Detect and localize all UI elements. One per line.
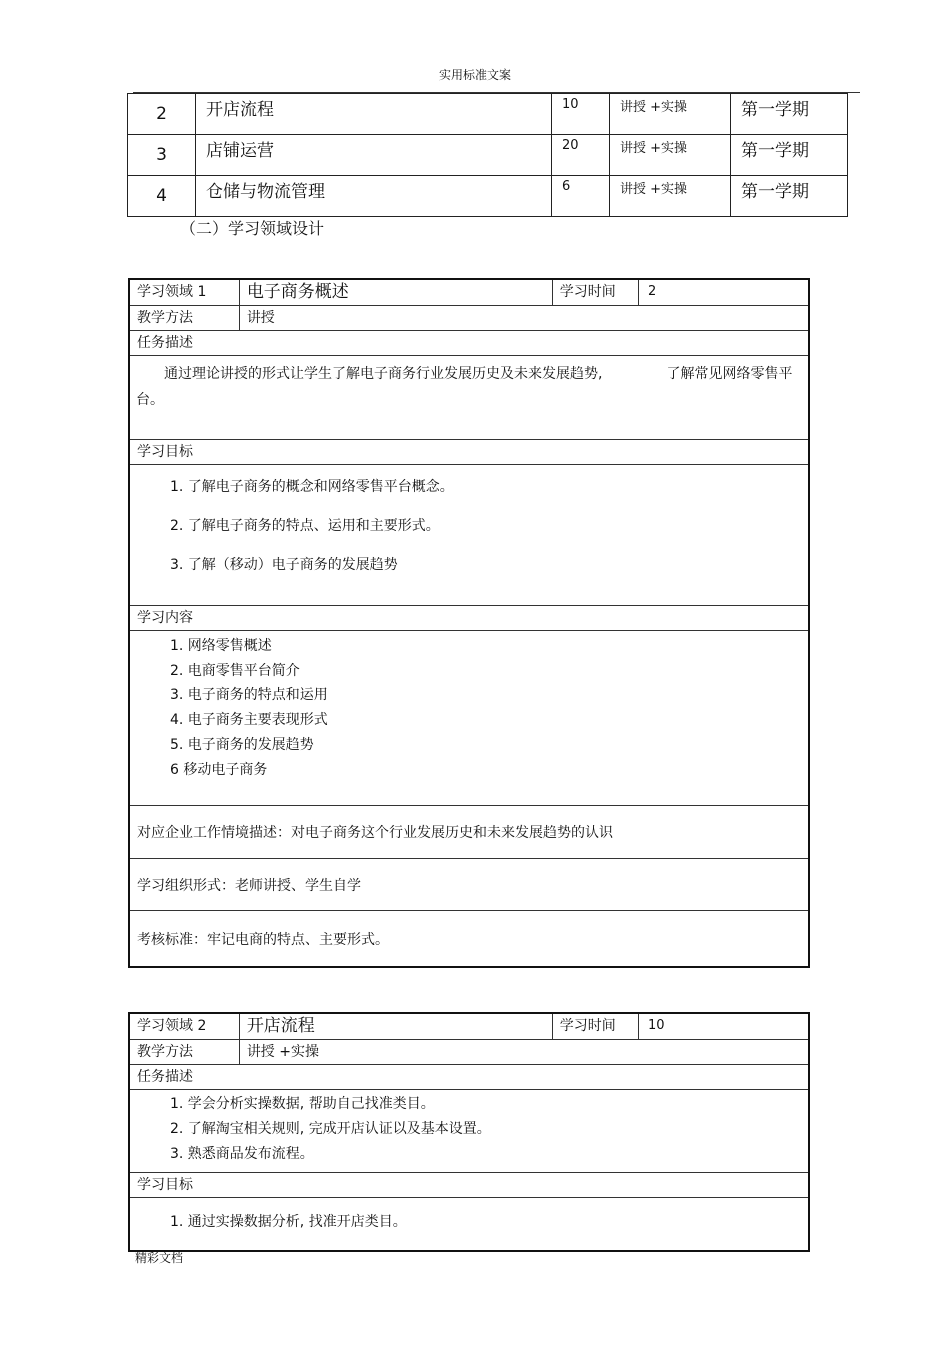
course-hours: 10 bbox=[552, 94, 610, 135]
list-item: 5. 电子商务的发展趋势 bbox=[170, 736, 314, 753]
content-list bbox=[129, 631, 809, 806]
course-hours: 20 bbox=[552, 135, 610, 176]
table-row bbox=[128, 135, 848, 176]
list-item: 6 移动电子商务 bbox=[170, 761, 268, 778]
table-row bbox=[128, 176, 848, 217]
table-row bbox=[128, 94, 848, 135]
task-description bbox=[129, 356, 809, 440]
area-name: 开店流程 bbox=[239, 1013, 552, 1040]
course-term: 第一学期 bbox=[731, 135, 848, 176]
list-item: 4. 电子商务主要表现形式 bbox=[170, 712, 328, 729]
table-row bbox=[129, 1173, 809, 1198]
organization-form: 学习组织形式：老师讲授、学生自学 bbox=[129, 859, 809, 911]
course-method: 讲授 +实操 bbox=[610, 94, 731, 135]
list-item: 3. 电子商务的特点和运用 bbox=[170, 687, 328, 704]
list-item: 1. 学会分析实操数据, 帮助自己找准类目。 bbox=[170, 1096, 435, 1112]
course-method: 讲授 +实操 bbox=[610, 135, 731, 176]
list-item: 2. 了解淘宝相关规则, 完成开店认证以及基本设置。 bbox=[170, 1121, 491, 1137]
method-label: 教学方法 bbox=[129, 1040, 239, 1065]
table-row bbox=[129, 806, 809, 859]
table-row bbox=[129, 1090, 809, 1173]
task-text-part1: 通过理论讲授的形式让学生了解电子商务行业发展历史及未来发展趋势, bbox=[164, 366, 603, 382]
course-hours: 6 bbox=[552, 176, 610, 217]
task-text-part2: 了解常见网络零售平台。 bbox=[136, 366, 793, 408]
goal-label: 学习目标 bbox=[129, 440, 809, 465]
course-number: 4 bbox=[128, 176, 196, 217]
list-item: 1. 网络零售概述 bbox=[170, 638, 272, 654]
table-row bbox=[129, 465, 809, 606]
course-name: 仓储与物流管理 bbox=[196, 176, 552, 217]
list-item: 2. 了解电子商务的特点、运用和主要形式。 bbox=[170, 518, 440, 534]
list-item: 3. 了解（移动）电子商务的发展趋势 bbox=[170, 557, 398, 573]
course-number: 3 bbox=[128, 135, 196, 176]
area-label: 学习领域 2 bbox=[129, 1013, 239, 1040]
time-label: 学习时间 bbox=[552, 1013, 638, 1040]
method-value: 讲授 bbox=[239, 306, 809, 331]
content-label: 学习内容 bbox=[129, 606, 809, 631]
course-name: 店铺运营 bbox=[196, 135, 552, 176]
area-name: 电子商务概述 bbox=[239, 279, 552, 306]
course-term: 第一学期 bbox=[731, 94, 848, 135]
time-label: 学习时间 bbox=[552, 279, 638, 306]
table-row bbox=[129, 306, 809, 331]
table-row bbox=[129, 279, 809, 306]
course-number: 2 bbox=[128, 94, 196, 135]
section-title: （二）学习领域设计 bbox=[180, 219, 325, 238]
time-value: 2 bbox=[638, 279, 809, 306]
task-label: 任务描述 bbox=[129, 1065, 809, 1090]
table-row bbox=[129, 440, 809, 465]
table-row bbox=[129, 1013, 809, 1040]
page-footer-text: 精彩文档 bbox=[135, 1251, 184, 1265]
table-row bbox=[129, 1040, 809, 1065]
goal-list bbox=[129, 465, 809, 606]
table-row bbox=[129, 606, 809, 631]
goal-label: 学习目标 bbox=[129, 1173, 809, 1198]
method-value: 讲授 +实操 bbox=[239, 1040, 809, 1065]
assessment-standard: 考核标准：牢记电商的特点、主要形式。 bbox=[129, 911, 809, 968]
course-schedule-table bbox=[127, 93, 848, 217]
learning-area-2-table bbox=[128, 1012, 810, 1252]
list-item: 1. 了解电子商务的概念和网络零售平台概念。 bbox=[170, 479, 454, 495]
list-item: 1. 通过实操数据分析, 找准开店类目。 bbox=[170, 1214, 407, 1230]
area-label: 学习领域 1 bbox=[129, 279, 239, 306]
table-row bbox=[129, 1065, 809, 1090]
list-item: 2. 电商零售平台简介 bbox=[170, 662, 300, 679]
list-item: 3. 熟悉商品发布流程。 bbox=[170, 1146, 314, 1162]
page-header-title: 实用标准文案 bbox=[438, 68, 511, 82]
course-name: 开店流程 bbox=[196, 94, 552, 135]
table-row bbox=[129, 631, 809, 806]
table-row bbox=[129, 911, 809, 968]
course-term: 第一学期 bbox=[731, 176, 848, 217]
course-method: 讲授 +实操 bbox=[610, 176, 731, 217]
table-row bbox=[129, 1198, 809, 1252]
work-scenario: 对应企业工作情境描述：对电子商务这个行业发展历史和未来发展趋势的认识 bbox=[129, 806, 809, 859]
goal-list bbox=[129, 1198, 809, 1252]
table-row bbox=[129, 331, 809, 356]
method-label: 教学方法 bbox=[129, 306, 239, 331]
table-row bbox=[129, 356, 809, 440]
time-value: 10 bbox=[638, 1013, 809, 1040]
table-row bbox=[129, 859, 809, 911]
learning-area-1-table bbox=[128, 278, 810, 968]
task-list bbox=[129, 1090, 809, 1173]
task-label: 任务描述 bbox=[129, 331, 809, 356]
